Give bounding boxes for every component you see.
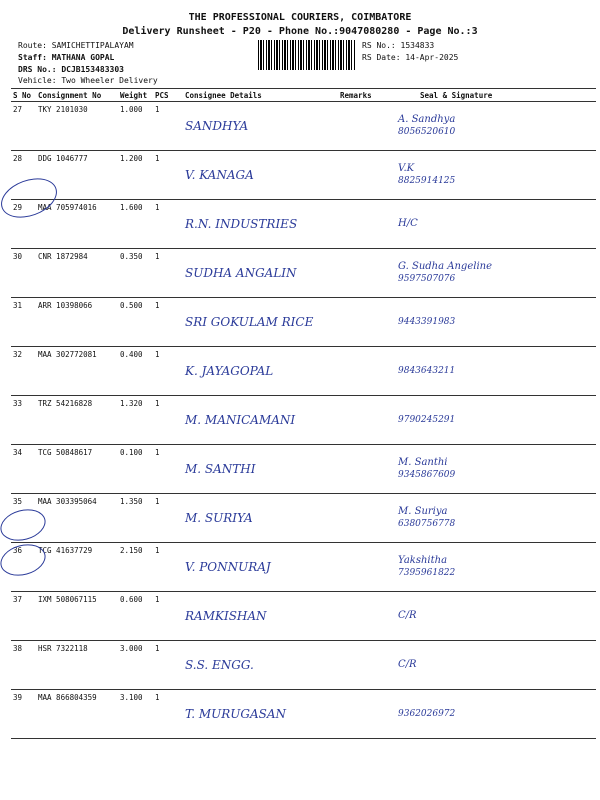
row-remarks [338,592,396,641]
consignee-name: V. KANAGA [185,168,254,182]
signature-text: Yakshitha [398,555,448,566]
consignee-name: R.N. INDUSTRIES [185,217,298,231]
table-row [11,200,596,249]
row-consignee [183,592,338,641]
row-remarks [338,494,396,543]
barcode-image [258,40,356,70]
signature-text: G. Sudha Angeline [398,261,492,272]
row-pcs: 1 [153,396,183,445]
row-consignee [183,543,338,592]
row-consignment-no: ARR 10398066 [36,298,118,347]
signature-phone: 9362026972 [398,709,456,719]
signature-phone: 7395961822 [398,568,456,578]
row-consignee [183,494,338,543]
row-pcs: 1 [153,641,183,690]
row-signature [396,347,596,396]
row-remarks [338,543,396,592]
table-row [11,298,596,347]
row-consignee [183,445,338,494]
row-consignment-no: MAA 302772081 [36,347,118,396]
sheet-title: THE PROFESSIONAL COURIERS, COIMBATORE [188,12,412,23]
consignee-name: RAMKISHAN [185,609,267,623]
row-weight: 0.350 [118,249,153,298]
table-row [11,592,596,641]
row-sno: 34 [11,445,36,494]
consignee-name: M. SURIYA [185,511,253,525]
row-weight: 2.150 [118,543,153,592]
row-pcs: 1 [153,543,183,592]
drs-number: DRS No.: DCJB153483303 [18,65,124,74]
row-signature [396,494,596,543]
table-row [11,396,596,445]
row-sno: 36 [11,543,36,592]
consignee-name: T. MURUGASAN [185,707,287,721]
row-weight: 1.600 [118,200,153,249]
row-consignment-no: DDG 1046777 [36,151,118,200]
row-pcs: 1 [153,347,183,396]
row-signature [396,690,596,739]
row-signature [396,445,596,494]
row-sno: 32 [11,347,36,396]
col-header-weight: Weight [118,89,153,102]
row-pcs: 1 [153,151,183,200]
signature-phone: 9597507076 [398,274,456,284]
row-sno: 31 [11,298,36,347]
signature-phone: 8825914125 [398,176,456,186]
table-row [11,494,596,543]
signature-phone: 9790245291 [398,415,456,425]
row-weight: 0.500 [118,298,153,347]
table-row [11,641,596,690]
col-header-consignee-details: Consignee Details [183,89,338,102]
row-signature [396,641,596,690]
row-sno: 27 [11,102,36,151]
col-header-consignment-no: Consignment No [36,89,118,102]
row-consignee [183,690,338,739]
row-pcs: 1 [153,494,183,543]
row-consignee [183,347,338,396]
table-row [11,102,596,151]
row-weight: 1.000 [118,102,153,151]
row-weight: 3.000 [118,641,153,690]
row-signature [396,249,596,298]
table-row [11,151,596,200]
col-header-remarks: Remarks [338,89,396,102]
signature-text: M. Santhi [398,457,448,468]
row-sno: 37 [11,592,36,641]
table-row [11,445,596,494]
rs-date: RS Date: 14-Apr-2025 [362,53,459,62]
row-consignee [183,396,338,445]
row-consignment-no: HSR 7322118 [36,641,118,690]
signature-phone: 8056520610 [398,127,456,137]
signature-text: C/R [398,659,417,670]
table-header-row [11,89,596,102]
signature-text: H/C [398,218,418,229]
row-consignment-no: IXM 508067115 [36,592,118,641]
row-consignee [183,200,338,249]
consignee-name: K. JAYAGOPAL [185,364,274,378]
row-consignee [183,249,338,298]
signature-text: V.K [398,163,415,174]
signature-phone: 9843643211 [398,366,456,376]
table-row [11,347,596,396]
consignee-name: SRI GOKULAM RICE [185,315,314,329]
col-header-seal-signature: Seal & Signature [396,89,596,102]
signature-phone: 9345867609 [398,470,456,480]
consignee-name: SANDHYA [185,119,249,133]
row-signature [396,543,596,592]
row-signature [396,200,596,249]
row-pcs: 1 [153,445,183,494]
row-signature [396,102,596,151]
consignee-name: S.S. ENGG. [185,658,254,672]
row-remarks [338,641,396,690]
signature-text: M. Suriya [398,506,448,517]
row-consignment-no: MAA 705974016 [36,200,118,249]
row-remarks [338,102,396,151]
row-pcs: 1 [153,102,183,151]
row-weight: 0.100 [118,445,153,494]
runsheet-table [11,88,596,739]
row-pcs: 1 [153,298,183,347]
signature-phone: 6380756778 [398,519,456,529]
row-remarks [338,347,396,396]
rs-number: RS No.: 1534833 [362,41,435,50]
consignee-name: M. SANTHI [185,462,256,476]
row-consignee [183,641,338,690]
row-sno: 38 [11,641,36,690]
row-weight: 0.400 [118,347,153,396]
signature-text: C/R [398,610,417,621]
row-pcs: 1 [153,200,183,249]
row-weight: 1.320 [118,396,153,445]
row-consignment-no: CNR 1872984 [36,249,118,298]
row-weight: 3.100 [118,690,153,739]
row-remarks [338,445,396,494]
row-consignment-no: MAA 303395064 [36,494,118,543]
col-header-sno: S No [11,89,36,102]
consignee-name: SUDHA ANGALIN [185,266,297,280]
row-signature [396,592,596,641]
route-label: Route: SAMICHETTIPALAYAM [18,41,134,50]
row-signature [396,151,596,200]
row-sno: 30 [11,249,36,298]
row-consignment-no: TKY 2101030 [36,102,118,151]
row-pcs: 1 [153,249,183,298]
staff-label: Staff: MATHANA GOPAL [18,53,115,62]
row-weight: 1.350 [118,494,153,543]
row-sno: 28 [11,151,36,200]
row-sno: 29 [11,200,36,249]
consignee-name: V. PONNURAJ [185,560,271,574]
row-consignment-no: TRZ 54216828 [36,396,118,445]
row-weight: 0.600 [118,592,153,641]
row-remarks [338,298,396,347]
consignee-name: M. MANICAMANI [185,413,296,427]
row-consignee [183,151,338,200]
table-row [11,249,596,298]
row-sno: 39 [11,690,36,739]
row-remarks [338,200,396,249]
signature-text: A. Sandhya [398,114,456,125]
table-row [11,543,596,592]
row-pcs: 1 [153,690,183,739]
row-consignment-no: MAA 866804359 [36,690,118,739]
sheet-subtitle: Delivery Runsheet - P20 - Phone No.:9047080280 - Page No.:3 [122,26,478,37]
row-consignee [183,298,338,347]
row-weight: 1.200 [118,151,153,200]
row-sno: 33 [11,396,36,445]
table-row [11,690,596,739]
row-signature [396,396,596,445]
signature-phone: 9443391983 [398,317,456,327]
row-consignment-no: TCG 41637729 [36,543,118,592]
row-signature [396,298,596,347]
row-remarks [338,690,396,739]
row-consignee [183,102,338,151]
vehicle-label: Vehicle: Two Wheeler Delivery [18,76,158,85]
row-remarks [338,249,396,298]
col-header-pcs: PCS [153,89,183,102]
row-remarks [338,151,396,200]
row-remarks [338,396,396,445]
row-consignment-no: TCG 50848617 [36,445,118,494]
row-sno: 35 [11,494,36,543]
row-pcs: 1 [153,592,183,641]
